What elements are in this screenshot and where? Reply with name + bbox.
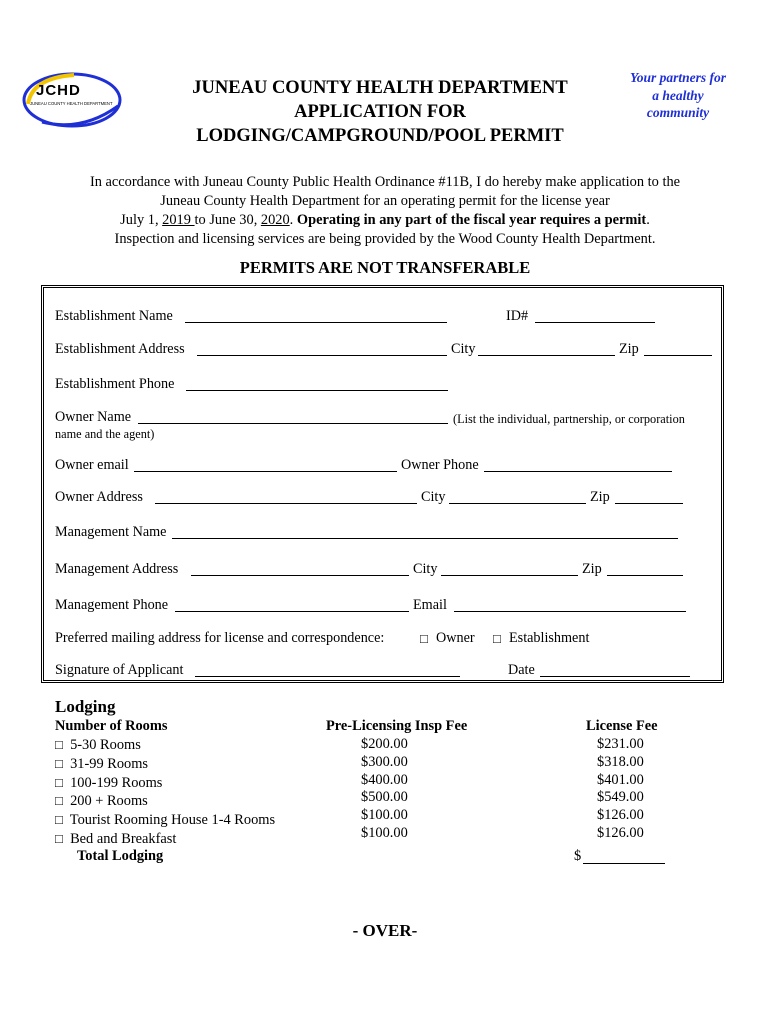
management-email-field[interactable]	[454, 596, 686, 612]
license-fee: $549.00	[597, 789, 644, 806]
establishment-zip-field[interactable]	[644, 340, 712, 356]
logo-subtext: JUNEAU COUNTY HEALTH DEPARTMENT	[30, 101, 113, 106]
license-fee: $126.00	[597, 807, 644, 824]
total-lodging-label: Total Lodging	[77, 848, 164, 864]
establishment-city-field[interactable]	[478, 340, 615, 356]
lodging-rows	[55, 736, 275, 849]
establishment-address-label: Establishment Address	[55, 341, 185, 357]
date-field[interactable]	[540, 661, 690, 677]
list-item[interactable]: □ 31-99 Rooms	[55, 755, 149, 772]
management-zip-field[interactable]	[607, 560, 683, 576]
over-footer: - OVER-	[352, 921, 418, 940]
establishment-zip-label: Zip	[619, 341, 639, 357]
owner-name-note: (List the individual, partnership, or corporation	[453, 412, 685, 426]
insp-fee: $400.00	[361, 771, 408, 788]
insp-fee-column-header: Pre-Licensing Insp Fee	[326, 718, 468, 734]
license-fee: $126.00	[597, 824, 644, 841]
insp-fee-column	[361, 736, 408, 843]
license-fee: $401.00	[597, 771, 644, 788]
management-address-label: Management Address	[55, 561, 179, 577]
management-zip-label: Zip	[582, 561, 602, 577]
management-name-field[interactable]	[172, 523, 678, 539]
list-item[interactable]: □ 5-30 Rooms	[55, 737, 141, 753]
establishment-name-label: Establishment Name	[55, 308, 173, 324]
establishment-checkbox[interactable]: □	[493, 631, 501, 646]
page-title: JUNEAU COUNTY HEALTH DEPARTMENT APPLICATION FOR LODGING/CAMPGROUND/POOL PERMIT	[192, 78, 568, 146]
management-name-label: Management Name	[55, 524, 167, 540]
owner-name-label: Owner Name	[55, 409, 132, 425]
owner-checkbox[interactable]: □	[420, 631, 428, 646]
insp-fee: $100.00	[361, 807, 408, 824]
owner-city-field[interactable]	[449, 488, 586, 504]
license-fee-column	[597, 736, 644, 843]
owner-city-label: City	[421, 489, 446, 505]
owner-name-note-cont: name and the agent)	[55, 427, 155, 441]
list-item[interactable]: □ 200 + Rooms	[55, 793, 148, 810]
license-fee: $318.00	[597, 753, 644, 770]
tagline: Your partners for a healthy community	[629, 70, 727, 120]
date-label: Date	[508, 662, 535, 678]
lodging-heading: Lodging	[55, 697, 116, 716]
owner-phone-field[interactable]	[484, 456, 672, 472]
license-fee: $231.00	[597, 736, 644, 752]
management-phone-label: Management Phone	[55, 597, 169, 613]
establishment-name-field[interactable]	[185, 307, 447, 323]
owner-zip-label: Zip	[590, 489, 610, 505]
owner-email-field[interactable]	[134, 456, 397, 472]
total-lodging-field[interactable]	[583, 848, 665, 864]
jchd-logo	[22, 70, 128, 132]
license-fee-column-header: License Fee	[586, 718, 658, 734]
not-transferable-notice: PERMITS ARE NOT TRANSFERABLE	[239, 258, 531, 277]
logo-text: JCHD	[36, 82, 81, 99]
establishment-address-field[interactable]	[197, 340, 447, 356]
total-dollar-sign: $	[574, 848, 582, 864]
establishment-phone-label: Establishment Phone	[55, 376, 175, 392]
insp-fee: $100.00	[361, 824, 408, 841]
owner-address-label: Owner Address	[55, 489, 143, 505]
list-item[interactable]: □ Bed and Breakfast	[55, 830, 177, 847]
rooms-column-header: Number of Rooms	[55, 718, 168, 734]
management-email-label: Email	[413, 597, 447, 613]
management-phone-field[interactable]	[175, 596, 409, 612]
owner-zip-field[interactable]	[615, 488, 683, 504]
intro-paragraph: In accordance with Juneau County Public Health Ordinance #11B, I do hereby make application to the Juneau County Health Department for an operating permit for the license year July 1, 2019 to June 30, 2020. Operating in any part of the fiscal year requires a permit. Inspection and licensing services are being provided by the Wood County Health Department.	[89, 174, 681, 247]
list-item[interactable]: □ Tourist Rooming House 1-4 Rooms	[55, 812, 276, 829]
signature-label: Signature of Applicant	[55, 662, 184, 678]
owner-phone-label: Owner Phone	[401, 457, 479, 473]
id-label: ID#	[506, 308, 529, 324]
owner-email-label: Owner email	[55, 457, 129, 473]
signature-field[interactable]	[195, 661, 460, 677]
establishment-option-label: Establishment	[509, 630, 590, 646]
list-item[interactable]: □ 100-199 Rooms	[55, 774, 163, 791]
management-address-field[interactable]	[191, 560, 409, 576]
management-city-field[interactable]	[441, 560, 578, 576]
preferred-mailing-label: Preferred mailing address for license and correspondence:	[55, 630, 385, 646]
owner-option-label: Owner	[436, 630, 475, 646]
establishment-phone-field[interactable]	[186, 375, 448, 391]
id-field[interactable]	[535, 307, 655, 323]
insp-fee: $500.00	[361, 789, 408, 806]
application-form	[41, 285, 724, 683]
owner-name-field[interactable]	[138, 408, 448, 424]
insp-fee: $300.00	[361, 753, 408, 770]
establishment-city-label: City	[451, 341, 476, 357]
owner-address-field[interactable]	[155, 488, 417, 504]
management-city-label: City	[413, 561, 438, 577]
insp-fee: $200.00	[361, 736, 408, 752]
